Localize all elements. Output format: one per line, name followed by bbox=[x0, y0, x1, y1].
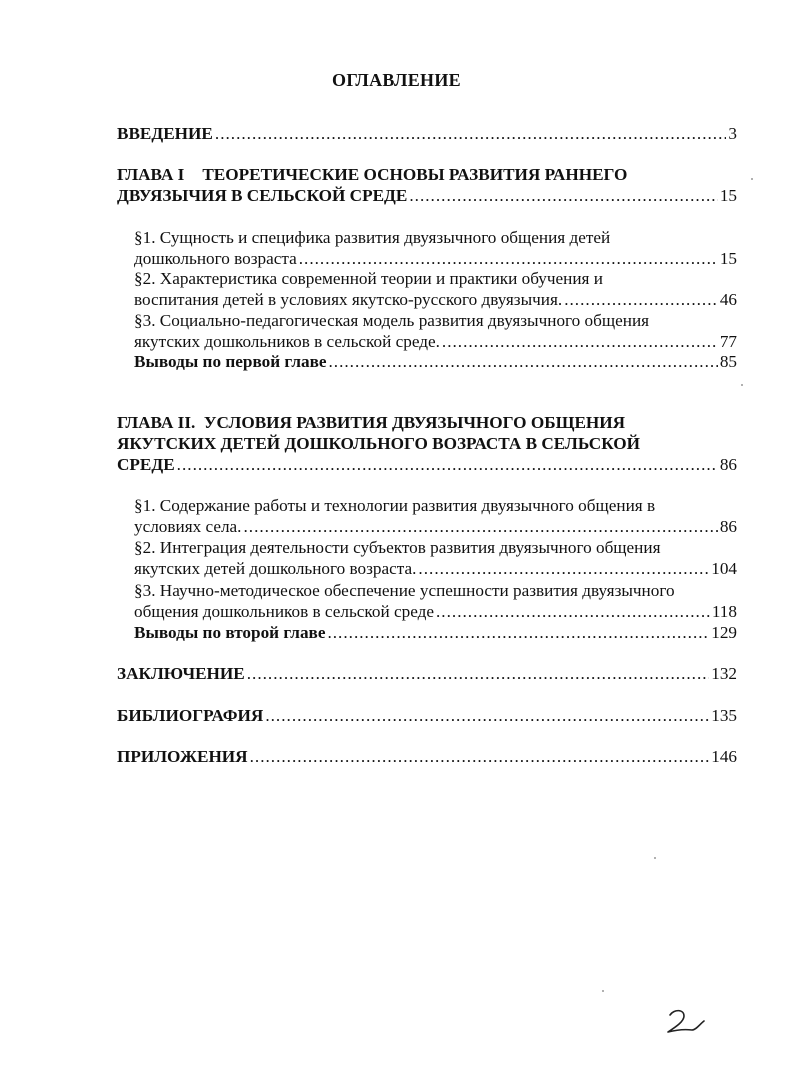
page-number: 46 bbox=[719, 290, 737, 309]
toc-entry-chapter-2-section-1[interactable] bbox=[134, 495, 737, 537]
page-number: 132 bbox=[711, 664, 737, 683]
page-title: ОГЛАВЛЕНИЕ bbox=[332, 70, 461, 90]
toc-label: ЗАКЛЮЧЕНИЕ bbox=[117, 664, 245, 683]
toc-entry-appendix[interactable] bbox=[117, 746, 737, 767]
page-number: 135 bbox=[711, 706, 737, 725]
toc-entry-chapter-2[interactable] bbox=[117, 412, 737, 475]
page-number: 86 bbox=[719, 455, 737, 474]
section-title-line-2: якутских детей дошкольного возраста. bbox=[134, 559, 417, 578]
chapter-1-title-line-1 bbox=[117, 164, 737, 185]
page-number: 15 bbox=[719, 186, 737, 205]
toc-entry-chapter-1-section-1[interactable] bbox=[134, 227, 737, 269]
page-number: 118 bbox=[711, 602, 737, 621]
dot-leader bbox=[177, 454, 718, 475]
dot-leader bbox=[418, 558, 709, 579]
scan-speck bbox=[654, 857, 656, 859]
dot-leader bbox=[250, 746, 710, 767]
section-title-line-1: §1. Содержание работы и технологии развития двуязычного общения в bbox=[134, 496, 656, 515]
conclusions-label: Выводы по второй главе bbox=[134, 623, 326, 642]
dot-leader bbox=[327, 622, 709, 643]
scan-speck bbox=[741, 384, 743, 386]
dot-leader bbox=[299, 248, 718, 269]
dot-leader bbox=[247, 663, 709, 684]
toc-label: ВВЕДЕНИЕ bbox=[117, 124, 213, 143]
dot-leader bbox=[436, 601, 710, 622]
dot-leader bbox=[442, 331, 718, 352]
toc-entry-chapter-1-section-3[interactable] bbox=[134, 310, 737, 352]
dot-leader bbox=[409, 185, 717, 206]
dot-leader bbox=[215, 123, 727, 144]
chapter-1-title: ТЕОРЕТИЧЕСКИЕ ОСНОВЫ РАЗВИТИЯ РАННЕГО bbox=[202, 165, 628, 184]
toc-entry-chapter-2-section-3[interactable] bbox=[134, 580, 737, 622]
section-title-line-1: §3. Научно-методическое обеспечение успешности развития двуязычного bbox=[134, 581, 675, 600]
dot-leader bbox=[328, 351, 717, 372]
toc-entry-chapter-1[interactable] bbox=[117, 164, 737, 206]
toc-entry-chapter-2-conclusions[interactable] bbox=[134, 622, 737, 643]
section-title-line-1: §2. Интеграция деятельности субъектов развития двуязычного общения bbox=[134, 538, 661, 557]
section-title-line-1: §1. Сущность и специфика развития двуязычного общения детей bbox=[134, 228, 611, 247]
section-title-line-2: условиях села. bbox=[134, 517, 242, 536]
toc-label: БИБЛИОГРАФИЯ bbox=[117, 706, 264, 725]
toc-label: ПРИЛОЖЕНИЯ bbox=[117, 747, 248, 766]
toc-entry-bibliography[interactable] bbox=[117, 705, 737, 726]
page-number: 146 bbox=[711, 747, 737, 766]
chapter-2-title-line-1: ГЛАВА II. УСЛОВИЯ РАЗВИТИЯ ДВУЯЗЫЧНОГО ОБЩЕНИЯ bbox=[117, 413, 626, 432]
section-title-line-2: общения дошкольников в сельской среде bbox=[134, 602, 434, 621]
section-title-line-2: воспитания детей в условиях якутско-русского двуязычия. bbox=[134, 290, 563, 309]
toc-entry-introduction[interactable] bbox=[117, 123, 737, 144]
page-number: 15 bbox=[719, 249, 737, 268]
toc-entry-chapter-1-section-2[interactable] bbox=[134, 268, 737, 310]
section-title-line-1: §2. Характеристика современной теории и практики обучения и bbox=[134, 269, 603, 288]
page-number: 3 bbox=[728, 124, 737, 143]
section-title-line-2: якутских дошкольников в сельской среде. bbox=[134, 332, 440, 351]
page-number: 77 bbox=[719, 332, 737, 351]
toc-entry-chapter-1-conclusions[interactable] bbox=[134, 351, 737, 372]
toc-entry-chapter-2-section-2[interactable] bbox=[134, 537, 737, 579]
toc-entry-conclusion[interactable] bbox=[117, 663, 737, 684]
section-title-line-1: §3. Социально-педагогическая модель развития двуязычного общения bbox=[134, 311, 650, 330]
page-number: 85 bbox=[719, 352, 737, 371]
conclusions-label: Выводы по первой главе bbox=[134, 352, 327, 371]
page-number: 86 bbox=[719, 517, 737, 536]
chapter-2-title-line-3: СРЕДЕ bbox=[117, 455, 175, 474]
scan-speck bbox=[602, 990, 604, 992]
chapter-1-title-line-2: ДВУЯЗЫЧИЯ В СЕЛЬСКОЙ СРЕДЕ bbox=[117, 186, 408, 205]
dot-leader bbox=[265, 705, 709, 726]
section-title-line-2: дошкольного возраста bbox=[134, 249, 297, 268]
chapter-1-number: ГЛАВА I bbox=[117, 165, 185, 184]
handwritten-page-number bbox=[662, 1006, 708, 1036]
chapter-2-title-line-2: ЯКУТСКИХ ДЕТЕЙ ДОШКОЛЬНОГО ВОЗРАСТА В СЕЛЬСКОЙ bbox=[117, 434, 640, 453]
page-number: 129 bbox=[711, 623, 737, 642]
dot-leader bbox=[564, 289, 718, 310]
dot-leader bbox=[243, 516, 717, 537]
page-number: 104 bbox=[711, 559, 737, 578]
scan-speck bbox=[751, 178, 753, 180]
